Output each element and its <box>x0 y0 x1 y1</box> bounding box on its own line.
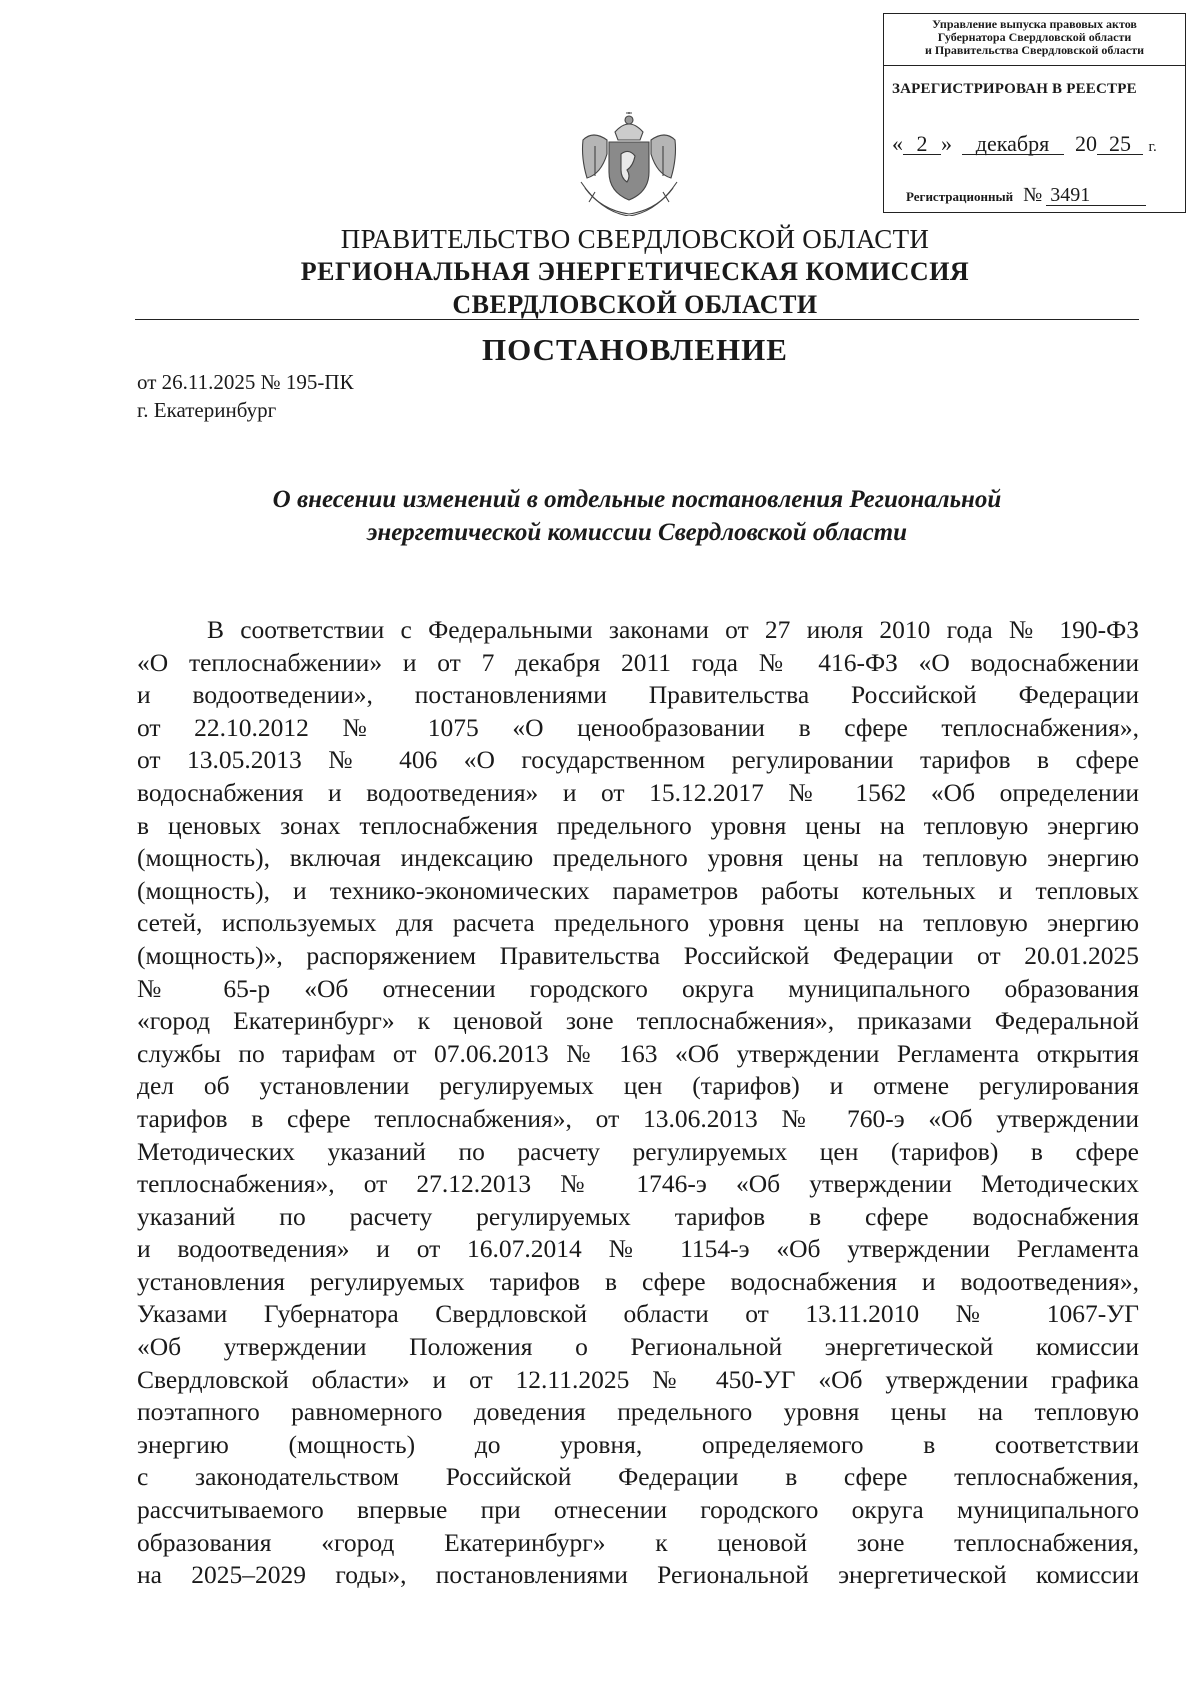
body-line: дел об установлении регулируемых цен (тарифов) и отмене регулирования <box>137 1071 1139 1101</box>
stamp-header-line: Губернатора Свердловской области <box>937 30 1132 44</box>
registry-stamp <box>883 13 1186 213</box>
body-line: сетей, используемых для расчета предельного уровня цены на тепловую энергию <box>137 908 1139 938</box>
header-divider <box>135 319 1139 320</box>
body-line: В соответствии с Федеральными законами от 27 июля 2010 года № 190-ФЗ <box>207 615 1139 644</box>
body-line: «Об утверждении Положения о Региональной энергетической комиссии <box>137 1332 1139 1362</box>
body-line: энергию (мощность) до уровня, определяемого в соответствии <box>137 1429 1139 1459</box>
body-line: образования «город Екатеринбург» к ценовой зоне теплоснабжения, <box>137 1527 1139 1557</box>
body-line: Указами Губернатора Свердловской области от 13.11.2010 № 1067-УГ <box>137 1299 1139 1329</box>
stamp-header-line: и Правительства Свердловской области <box>925 43 1144 57</box>
body-line: водоснабжения и водоотведения» и от 15.12.2017 № 1562 «Об определении <box>137 777 1139 807</box>
body-line: и водоотведения» и от 16.07.2014 № 1154-э «Об утверждении Регламента <box>137 1234 1139 1264</box>
body-line: от 22.10.2012 № 1075 «О ценообразовании в сфере теплоснабжения», <box>137 712 1139 742</box>
body-line: с законодательством Российской Федерации в сфере теплоснабжения, <box>137 1462 1139 1492</box>
body-line: от 13.05.2013 № 406 «О государственном регулировании тарифов в сфере <box>137 745 1139 775</box>
body-line: на 2025–2029 годы», постановлениями Региональной энергетической комиссии <box>137 1560 1139 1590</box>
body-line: (мощность)», распоряжением Правительства Российской Федерации от 20.01.2025 <box>137 940 1139 970</box>
decree-body <box>137 614 1139 1592</box>
body-line: указаний по расчету регулируемых тарифов в сфере водоснабжения <box>137 1201 1139 1231</box>
government-name: ПРАВИТЕЛЬСТВО СВЕРДЛОВСКОЙ ОБЛАСТИ <box>340 224 930 254</box>
stamp-title: ЗАРЕГИСТРИРОВАН В РЕЕСТРЕ <box>892 81 1137 97</box>
body-line: и водоотведении», постановлениями Правительства Российской Федерации <box>137 680 1139 710</box>
body-line: рассчитываемого впервые при отнесении городского округа муниципального <box>137 1495 1139 1525</box>
subject-line: О внесении изменений в отдельные постановления Региональной <box>272 486 1002 513</box>
stamp-quote-close: » <box>941 131 952 156</box>
stamp-day: 2 <box>903 134 941 155</box>
stamp-quote-open: « <box>892 131 903 156</box>
decree-date-number: от 26.11.2025 № 195-ПК <box>137 370 354 394</box>
stamp-reg-number: 3491 <box>1046 185 1146 206</box>
body-line: (мощность), и технико-экономических параметров работы котельных и тепловых <box>137 875 1139 905</box>
body-line: тарифов в сфере теплоснабжения», от 13.06.2013 № 760-э «Об утверждении <box>137 1103 1139 1133</box>
stamp-year-prefix: 20 <box>1075 131 1097 156</box>
stamp-registration-number <box>906 184 1146 207</box>
body-line: службы по тарифам от 07.06.2013 № 163 «Об утверждении Регламента открытия <box>137 1038 1139 1068</box>
subject-line: энергетической комиссии Свердловской области <box>366 519 908 546</box>
stamp-year-suffix: 25 <box>1097 134 1143 155</box>
body-line: в ценовых зонах теплоснабжения предельного уровня цены на тепловую энергию <box>137 810 1139 840</box>
decree-city: г. Екатеринбург <box>137 398 277 422</box>
stamp-month: декабря <box>962 134 1064 155</box>
commission-name-line1: РЕГИОНАЛЬНАЯ ЭНЕРГЕТИЧЕСКАЯ КОМИССИЯ <box>300 257 970 286</box>
body-line: Методических указаний по расчету регулируемых цен (тарифов) в сфере <box>137 1136 1139 1166</box>
body-line: «О теплоснабжении» и от 7 декабря 2011 года № 416-ФЗ «О водоснабжении <box>137 647 1139 677</box>
stamp-header <box>884 14 1185 66</box>
stamp-reg-label: Регистрационный <box>906 189 1014 204</box>
stamp-number-sign: № <box>1023 184 1043 206</box>
document-type: ПОСТАНОВЛЕНИЕ <box>482 332 788 367</box>
decree-subject <box>135 483 1139 549</box>
stamp-header-line: Управление выпуска правовых актов <box>932 17 1137 31</box>
coat-of-arms-icon <box>575 112 683 216</box>
body-line: № 65-р «Об отнесении городского округа муниципального образования <box>137 973 1139 1003</box>
stamp-registration-date <box>892 131 1157 157</box>
stamp-year-unit: г. <box>1148 139 1157 155</box>
body-line: поэтапного равномерного доведения предельного уровня цены на тепловую <box>137 1397 1139 1427</box>
body-line: (мощность), включая индексацию предельного уровня цены на тепловую энергию <box>137 843 1139 873</box>
commission-name-line2: СВЕРДЛОВСКОЙ ОБЛАСТИ <box>452 290 818 319</box>
body-line: «город Екатеринбург» к ценовой зоне теплоснабжения», приказами Федеральной <box>137 1006 1139 1036</box>
body-line: установления регулируемых тарифов в сфере водоснабжения и водоотведения», <box>137 1266 1139 1296</box>
body-line: Свердловской области» и от 12.11.2025 № 450-УГ «Об утверждении графика <box>137 1364 1139 1394</box>
body-line: теплоснабжения», от 27.12.2013 № 1746-э «Об утверждении Методических <box>137 1169 1139 1199</box>
